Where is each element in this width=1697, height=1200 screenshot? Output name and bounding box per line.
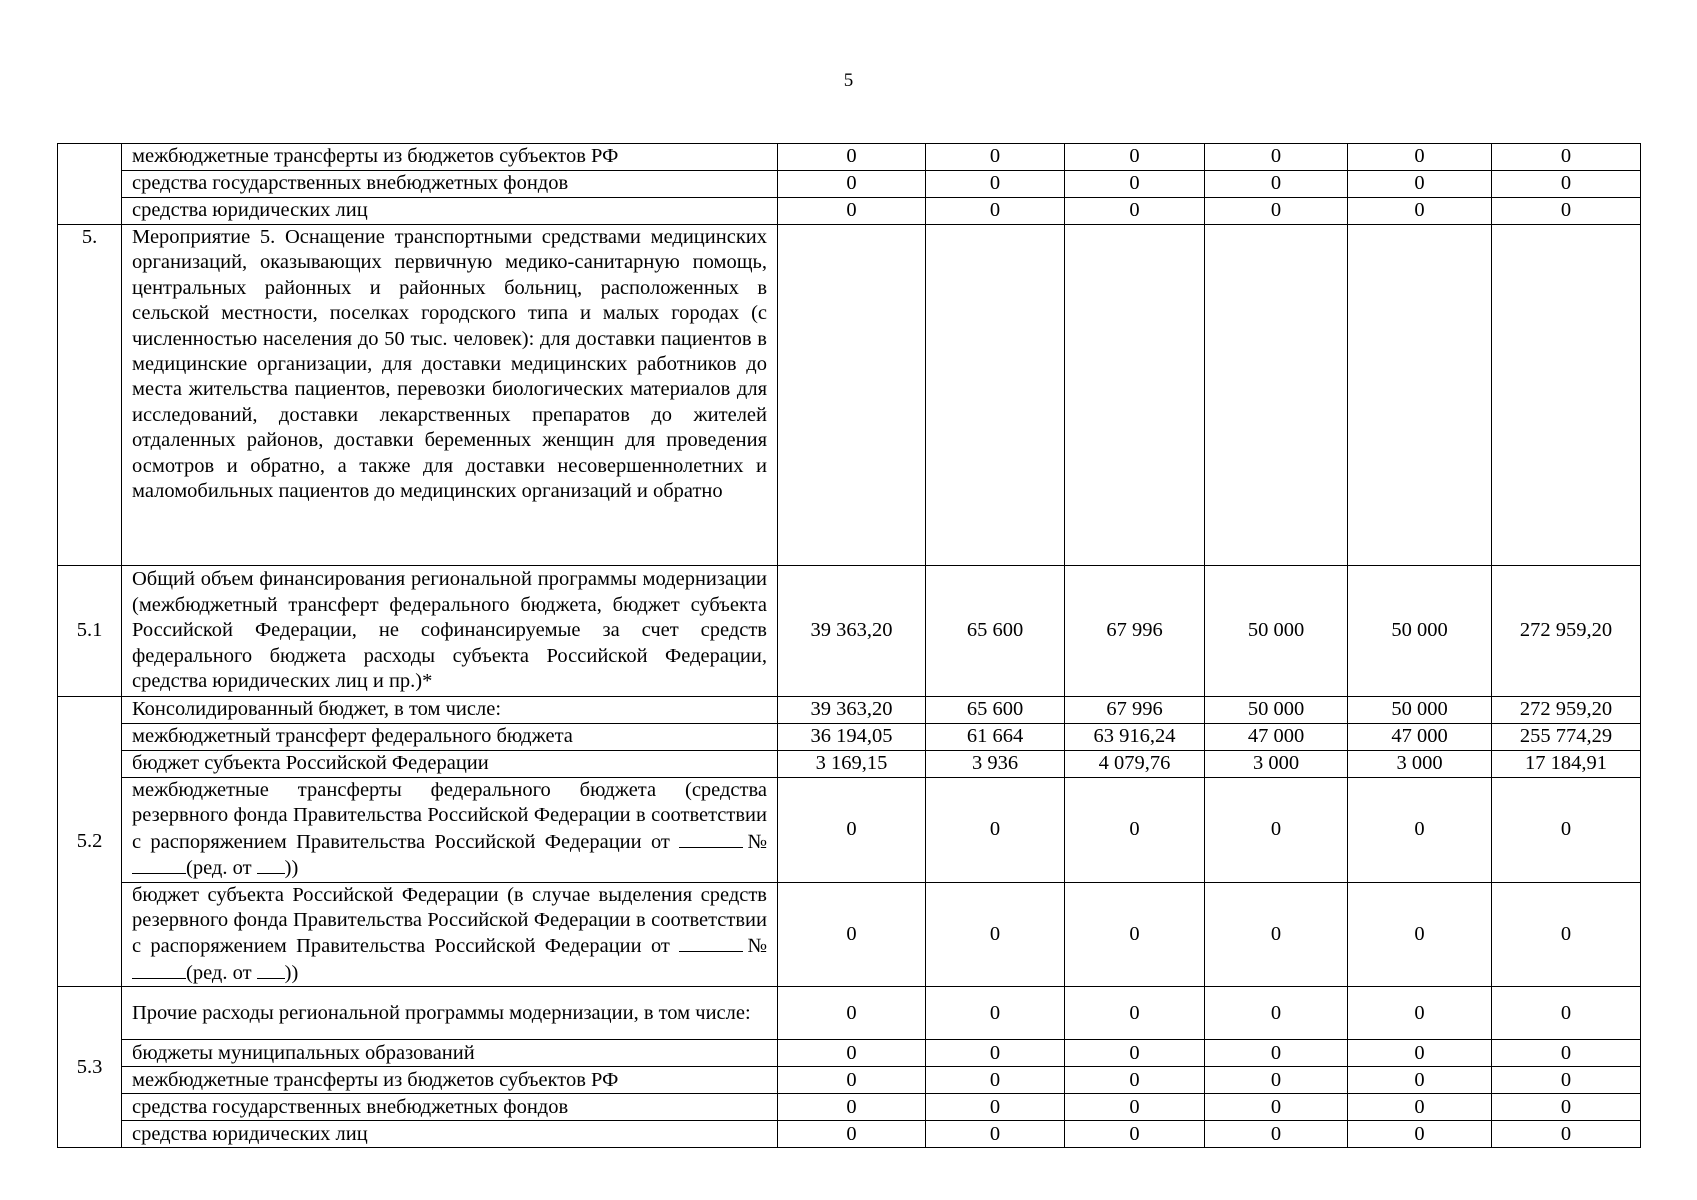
value-cell: 50 000 xyxy=(1205,697,1348,724)
value-cell: 0 xyxy=(1348,1094,1492,1121)
value-cell: 0 xyxy=(1205,1121,1348,1148)
value-cell: 47 000 xyxy=(1205,724,1348,751)
row-index-cell xyxy=(58,144,122,225)
row-label: средства государственных внебюджетных фондов xyxy=(122,1094,778,1121)
row-index: 5.1 xyxy=(58,566,122,697)
value-cell: 0 xyxy=(1492,171,1641,198)
value-cell: 50 000 xyxy=(1205,566,1348,697)
value-cell: 0 xyxy=(926,1121,1065,1148)
row-label: средства государственных внебюджетных фондов xyxy=(122,171,778,198)
value-cell: 0 xyxy=(1065,1040,1205,1067)
value-cell: 0 xyxy=(1205,144,1348,171)
table-row xyxy=(58,1121,1641,1148)
value-cell: 0 xyxy=(1205,171,1348,198)
value-cell: 17 184,91 xyxy=(1492,751,1641,778)
row-label: межбюджетные трансферты из бюджетов субъектов РФ xyxy=(122,144,778,171)
row-label: Общий объем финансирования региональной программы модернизации (межбюджетный трансферт федерального бюджета, бюджет субъекта Российской Федерации, не софинансируемые за счет средств федерального бюджета расходы субъекта Российской Федерации, средства юридических лиц и пр.)* xyxy=(122,566,778,697)
table-body xyxy=(58,144,1641,1148)
value-cell: 39 363,20 xyxy=(778,697,926,724)
blank-revision-field xyxy=(257,960,285,979)
value-cell: 3 000 xyxy=(1205,751,1348,778)
row-label: бюджет субъекта Российской Федерации (в случае выделения средств резервного фонда Правительства Российской Федерации в соответствии с распоряжением Правительства Российской Федерации от №(ред. от )) xyxy=(122,882,778,987)
value-cell: 0 xyxy=(1065,198,1205,225)
value-cell: 0 xyxy=(1065,1121,1205,1148)
value-cell: 0 xyxy=(778,198,926,225)
value-cell: 0 xyxy=(778,882,926,987)
value-cell: 0 xyxy=(1348,198,1492,225)
value-cell: 0 xyxy=(1065,778,1205,883)
row-label: Прочие расходы региональной программы модернизации, в том числе: xyxy=(122,987,778,1040)
value-cell: 0 xyxy=(926,198,1065,225)
value-cell: 0 xyxy=(1348,987,1492,1040)
value-cell: 0 xyxy=(1205,1067,1348,1094)
row-label: межбюджетные трансферты из бюджетов субъектов РФ xyxy=(122,1067,778,1094)
value-cell: 255 774,29 xyxy=(1492,724,1641,751)
value-cell: 67 996 xyxy=(1065,566,1205,697)
value-cell: 0 xyxy=(778,171,926,198)
value-cell: 0 xyxy=(926,778,1065,883)
blank-revision-field xyxy=(257,855,285,874)
value-cell: 0 xyxy=(1492,144,1641,171)
table-row xyxy=(58,751,1641,778)
value-cell: 0 xyxy=(1492,1040,1641,1067)
value-cell: 39 363,20 xyxy=(778,566,926,697)
blank-number-field xyxy=(132,855,186,874)
value-cell: 50 000 xyxy=(1348,566,1492,697)
value-cell: 0 xyxy=(1205,987,1348,1040)
value-cell: 0 xyxy=(1205,198,1348,225)
value-cell xyxy=(1348,225,1492,566)
row-label: бюджет субъекта Российской Федерации xyxy=(122,751,778,778)
value-cell: 0 xyxy=(1205,1094,1348,1121)
table-row xyxy=(58,987,1641,1040)
value-cell: 0 xyxy=(1492,778,1641,883)
value-cell: 0 xyxy=(1492,198,1641,225)
value-cell xyxy=(778,225,926,566)
value-cell: 0 xyxy=(1492,882,1641,987)
value-cell: 0 xyxy=(778,1067,926,1094)
row-index: 5.3 xyxy=(58,987,122,1148)
table-row xyxy=(58,724,1641,751)
table-row xyxy=(58,144,1641,171)
page-number: 5 xyxy=(843,70,854,91)
table-row xyxy=(58,1094,1641,1121)
table-row xyxy=(58,171,1641,198)
value-cell: 0 xyxy=(778,144,926,171)
value-cell: 0 xyxy=(1065,171,1205,198)
value-cell: 0 xyxy=(1065,1067,1205,1094)
row-label: бюджеты муниципальных образований xyxy=(122,1040,778,1067)
value-cell: 0 xyxy=(778,778,926,883)
table-row xyxy=(58,882,1641,987)
value-cell: 272 959,20 xyxy=(1492,566,1641,697)
value-cell: 0 xyxy=(1205,778,1348,883)
value-cell: 0 xyxy=(1065,882,1205,987)
financing-table xyxy=(57,143,1641,1148)
value-cell: 0 xyxy=(1205,1040,1348,1067)
value-cell: 3 169,15 xyxy=(778,751,926,778)
value-cell: 3 936 xyxy=(926,751,1065,778)
row-index: 5. xyxy=(58,225,122,566)
value-cell: 61 664 xyxy=(926,724,1065,751)
value-cell xyxy=(1065,225,1205,566)
table-row xyxy=(58,566,1641,697)
row-label: Мероприятие 5. Оснащение транспортными средствами медицинских организаций, оказывающих первичную медико-санитарную помощь, центральных районных и районных больниц, расположенных в сельской местности, поселках городского типа и малых городах (с численностью населения до 50 тыс. человек): для доставки пациентов в медицинские организации, для доставки медицинских работников до места жительства пациентов, перевозки биологических материалов для исследований, доставки лекарственных препаратов до жителей отдаленных районов, доставки беременных женщин для проведения осмотров и обратно, а также для доставки несовершеннолетних и маломобильных пациентов до медицинских организаций и обратно xyxy=(122,225,778,566)
value-cell: 0 xyxy=(1492,1067,1641,1094)
value-cell: 0 xyxy=(1348,1067,1492,1094)
value-cell: 4 079,76 xyxy=(1065,751,1205,778)
value-cell xyxy=(1492,225,1641,566)
row-label: межбюджетный трансферт федерального бюджета xyxy=(122,724,778,751)
table-row xyxy=(58,697,1641,724)
value-cell: 0 xyxy=(1348,144,1492,171)
value-cell: 0 xyxy=(1348,171,1492,198)
row-index: 5.2 xyxy=(58,697,122,987)
value-cell: 0 xyxy=(1348,882,1492,987)
value-cell: 50 000 xyxy=(1348,697,1492,724)
value-cell: 0 xyxy=(778,1121,926,1148)
value-cell: 0 xyxy=(926,1067,1065,1094)
row-label: средства юридических лиц xyxy=(122,198,778,225)
value-cell: 47 000 xyxy=(1348,724,1492,751)
row-label: средства юридических лиц xyxy=(122,1121,778,1148)
table-row xyxy=(58,198,1641,225)
table-row xyxy=(58,778,1641,883)
value-cell: 0 xyxy=(1348,1040,1492,1067)
value-cell xyxy=(1205,225,1348,566)
blank-date-field xyxy=(679,829,743,848)
value-cell: 65 600 xyxy=(926,697,1065,724)
value-cell: 0 xyxy=(926,1040,1065,1067)
table-row xyxy=(58,1040,1641,1067)
value-cell: 0 xyxy=(1065,1094,1205,1121)
value-cell: 0 xyxy=(1065,987,1205,1040)
value-cell: 0 xyxy=(1492,1094,1641,1121)
value-cell: 0 xyxy=(926,171,1065,198)
value-cell xyxy=(926,225,1065,566)
value-cell: 0 xyxy=(1205,882,1348,987)
value-cell: 0 xyxy=(778,1040,926,1067)
blank-number-field xyxy=(132,960,186,979)
value-cell: 3 000 xyxy=(1348,751,1492,778)
value-cell: 0 xyxy=(1348,778,1492,883)
value-cell: 63 916,24 xyxy=(1065,724,1205,751)
row-label: межбюджетные трансферты федерального бюджета (средства резервного фонда Правительства Российской Федерации в соответствии с распоряжением Правительства Российской Федерации от №(ред. от )) xyxy=(122,778,778,883)
value-cell: 0 xyxy=(926,987,1065,1040)
blank-date-field xyxy=(679,933,743,952)
value-cell: 36 194,05 xyxy=(778,724,926,751)
value-cell: 272 959,20 xyxy=(1492,697,1641,724)
value-cell: 0 xyxy=(1065,144,1205,171)
value-cell: 0 xyxy=(926,1094,1065,1121)
value-cell: 0 xyxy=(1348,1121,1492,1148)
value-cell: 0 xyxy=(926,882,1065,987)
value-cell: 0 xyxy=(1492,987,1641,1040)
table-row xyxy=(58,225,1641,566)
row-label: Консолидированный бюджет, в том числе: xyxy=(122,697,778,724)
value-cell: 67 996 xyxy=(1065,697,1205,724)
value-cell: 0 xyxy=(1492,1121,1641,1148)
table-row xyxy=(58,1067,1641,1094)
value-cell: 65 600 xyxy=(926,566,1065,697)
value-cell: 0 xyxy=(926,144,1065,171)
value-cell: 0 xyxy=(778,987,926,1040)
value-cell: 0 xyxy=(778,1094,926,1121)
